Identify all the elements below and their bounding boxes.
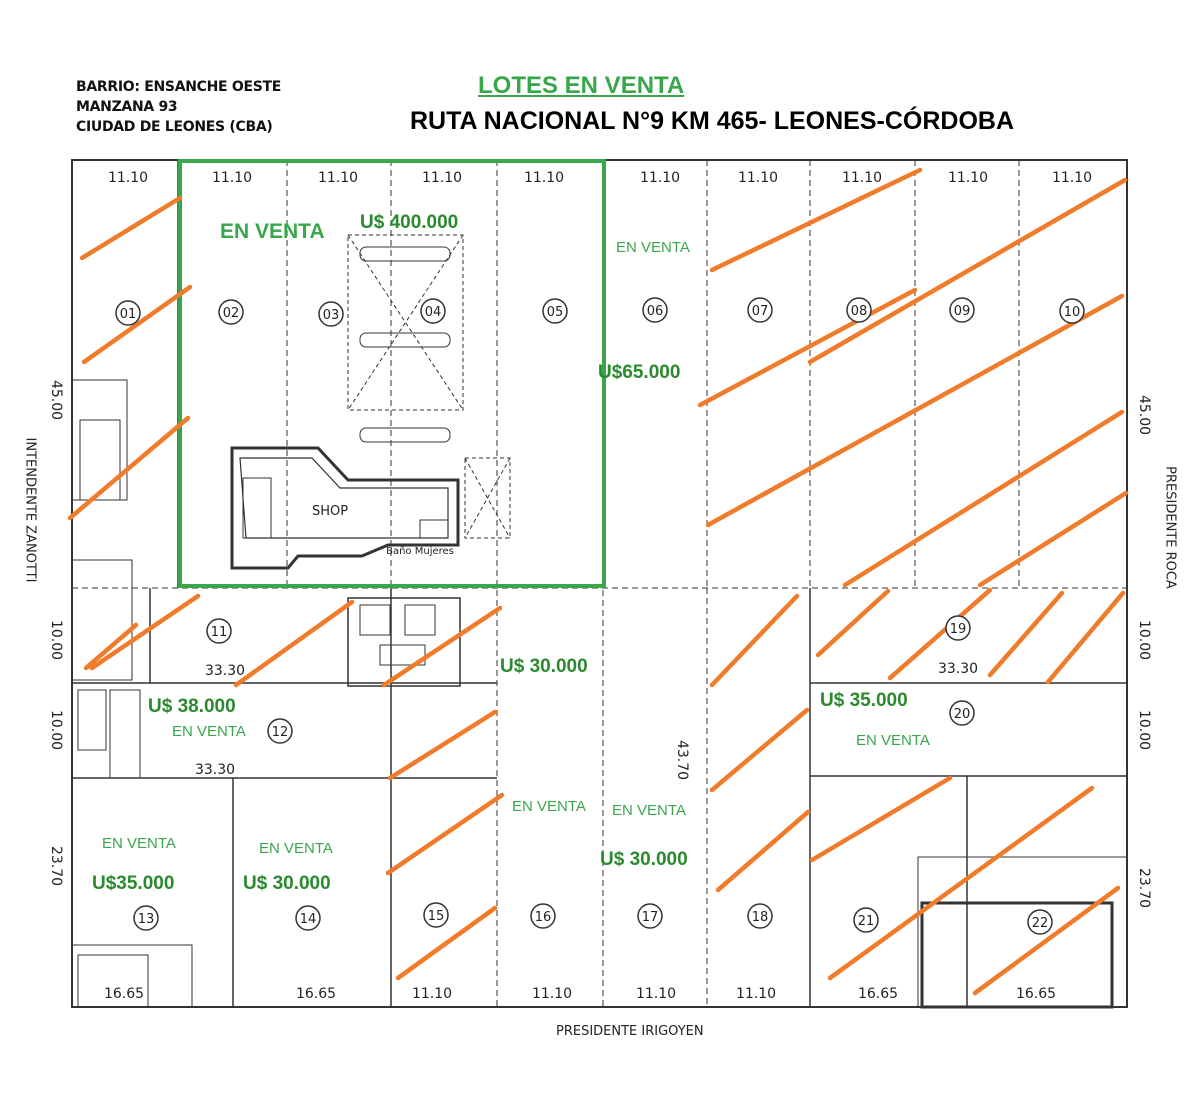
street-left-label: INTENDENTE ZANOTTI [22, 437, 38, 583]
lot-number-05: 05 [546, 305, 564, 320]
manzana-label: MANZANA 93 [76, 99, 178, 115]
dim-top-6: 11.10 [639, 170, 681, 186]
dim-bottom-8: 16.65 [1015, 986, 1057, 1002]
shop-label: SHOP [311, 504, 349, 519]
price-label-5: U$ 35.000 [820, 690, 908, 711]
dim-left-2: 10.00 [48, 619, 64, 661]
for-sale-label-2: EN VENTA [616, 239, 690, 256]
page-title: LOTES EN VENTA [478, 72, 685, 99]
dim-left-3: 10.00 [48, 709, 64, 751]
lot-number-20: 20 [953, 707, 971, 722]
lot-number-markers [116, 298, 1084, 934]
dim-left-4: 23.70 [48, 845, 64, 887]
lot-number-22: 22 [1031, 916, 1049, 931]
bath-label: Baño Mujeres [386, 546, 454, 557]
dim-top-9: 11.10 [947, 170, 989, 186]
dim-top-10: 11.10 [1051, 170, 1093, 186]
price-label-6: U$ 30.000 [600, 849, 688, 870]
barrio-label: BARRIO: ENSANCHE OESTE [76, 79, 282, 95]
dim-bottom-6: 11.10 [735, 986, 777, 1002]
dim-top-2: 11.10 [211, 170, 253, 186]
dim-inner-3: 33.30 [937, 661, 979, 677]
lot-number-19: 19 [949, 622, 967, 637]
lot-number-08: 08 [850, 304, 868, 319]
lot-number-21: 21 [857, 914, 875, 929]
page-subtitle: RUTA NACIONAL N°9 KM 465- LEONES-CÓRDOBA [410, 107, 1015, 135]
price-label-7: U$35.000 [92, 873, 175, 894]
dim-right-3: 10.00 [1136, 709, 1152, 751]
for-sale-label-8: EN VENTA [612, 802, 686, 819]
dim-right-4: 23.70 [1136, 867, 1152, 909]
for-sale-label-7: EN VENTA [512, 798, 586, 815]
for-sale-label-5: EN VENTA [102, 835, 176, 852]
price-label-4: U$ 38.000 [148, 696, 236, 717]
lot-number-02: 02 [222, 306, 240, 321]
dim-top-8: 11.10 [841, 170, 883, 186]
price-label-8: U$ 30.000 [243, 873, 331, 894]
dim-bottom-7: 16.65 [857, 986, 899, 1002]
lot-number-03: 03 [322, 308, 340, 323]
street-bottom-label: PRESIDENTE IRIGOYEN [556, 1024, 704, 1039]
dim-right-2: 10.00 [1136, 619, 1152, 661]
for-sale-label-4: EN VENTA [856, 732, 930, 749]
dim-bottom-4: 11.10 [531, 986, 573, 1002]
street-right-label: PRESIDENTE ROCA [1162, 466, 1178, 589]
lot-number-10: 10 [1063, 305, 1081, 320]
lot-number-11: 11 [210, 625, 228, 640]
dim-right-1: 45.00 [1136, 394, 1152, 436]
for-sale-label-6: EN VENTA [259, 840, 333, 857]
dim-inner-4: 43.70 [674, 739, 690, 781]
lot-number-06: 06 [646, 304, 664, 319]
for-sale-label-1: EN VENTA [220, 220, 325, 243]
lot-number-07: 07 [751, 304, 769, 319]
price-label-1: U$ 400.000 [360, 212, 459, 233]
lot-number-01: 01 [119, 307, 137, 322]
lot-number-17: 17 [641, 910, 659, 925]
lot-number-14: 14 [299, 912, 317, 927]
dim-inner-1: 33.30 [204, 663, 246, 679]
dim-bottom-2: 16.65 [295, 986, 337, 1002]
dim-bottom-3: 11.10 [411, 986, 453, 1002]
price-label-3: U$ 30.000 [500, 656, 588, 677]
lot-number-12: 12 [271, 725, 289, 740]
lot-number-15: 15 [427, 909, 445, 924]
dim-top-3: 11.10 [317, 170, 359, 186]
dim-top-1: 11.10 [107, 170, 149, 186]
dim-bottom-5: 11.10 [635, 986, 677, 1002]
dim-bottom-1: 16.65 [103, 986, 145, 1002]
dim-left-1: 45.00 [48, 379, 64, 421]
dim-top-4: 11.10 [421, 170, 463, 186]
lot-number-09: 09 [953, 304, 971, 319]
lot-number-16: 16 [534, 910, 552, 925]
lot-number-13: 13 [137, 912, 155, 927]
for-sale-label-3: EN VENTA [172, 723, 246, 740]
lot-number-18: 18 [751, 910, 769, 925]
ciudad-label: CIUDAD DE LEONES (CBA) [76, 119, 273, 135]
price-label-2: U$65.000 [598, 362, 681, 383]
dim-top-7: 11.10 [737, 170, 779, 186]
dim-top-5: 11.10 [523, 170, 565, 186]
dim-inner-2: 33.30 [194, 762, 236, 778]
lot-number-04: 04 [424, 305, 442, 320]
